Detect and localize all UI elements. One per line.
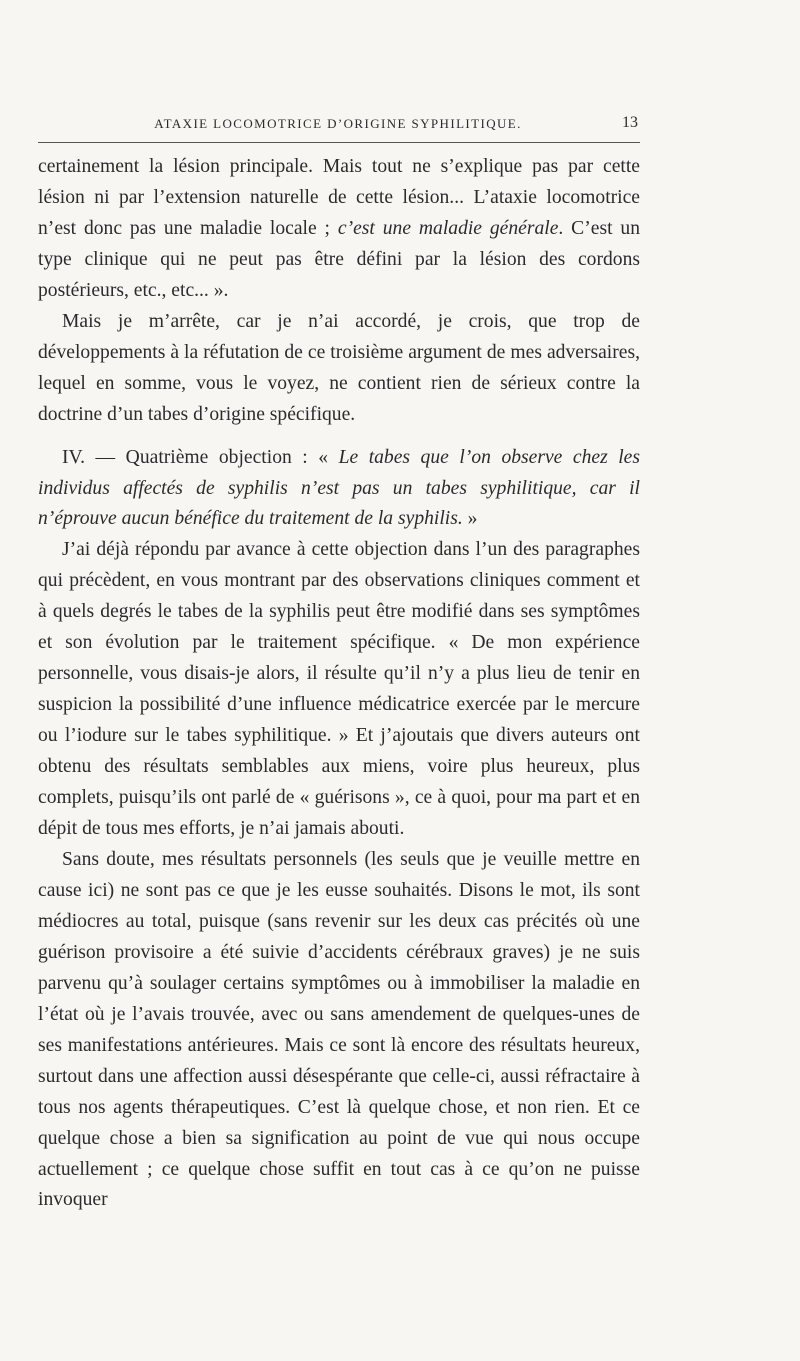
text-segment: J’ai déjà répondu par avance à cette objection dans l’un des paragraphes qui précèdent, en vous montrant par des observations cliniques comment et à quels degrés le tabes de la syphilis peut être modifié dans ses symptômes et son évolution par le traitement spécifique. « De mon expérience personnelle, vous disais-je alors, il résulte qu’il n’y a plus lieu de tenir en suspicion la possibilité d’une influence médicatrice exercée par le mercure ou l’iodure sur le tabes syphilitique. » Et j’ajoutais que divers auteurs ont obtenu des résultats semblables aux miens, voire plus heureux, plus complets, puisqu’ils ont parlé de « guérisons », ce à quoi, pour ma part et en dépit de tous mes efforts, je n’ai jamais abouti. bbox=[38, 539, 640, 840]
running-title: ATAXIE LOCOMOTRICE D’ORIGINE SYPHILITIQUE. bbox=[154, 116, 522, 131]
page-number: 13 bbox=[622, 114, 638, 131]
italic-segment: Le tabes que l’on observe chez les individus affectés de syphilis n’est pas un tabes syphilitique, car il n’éprouve aucun bénéfice du traitement de la syphilis. bbox=[38, 446, 640, 530]
paragraph bbox=[38, 307, 640, 431]
text-segment: . C’est un type clinique qui ne peut pas être défini par la lésion des cordons postérieurs, etc., etc... ». bbox=[38, 217, 640, 301]
text-segment: IV. — Quatrième objection : « bbox=[62, 446, 339, 468]
section-heading-paragraph bbox=[38, 443, 640, 536]
text-segment: » bbox=[462, 508, 478, 530]
italic-segment: c’est une maladie générale bbox=[337, 217, 559, 239]
paragraph bbox=[38, 535, 640, 845]
paragraph bbox=[38, 845, 640, 1216]
body-text bbox=[38, 152, 640, 1216]
running-header bbox=[38, 112, 638, 136]
text-segment: Sans doute, mes résultats personnels (les seuls que je veuille mettre en cause ici) ne sont pas ce que je les eusse souhaités. Disons le mot, ils sont médiocres au total, puisque (sans revenir sur les deux cas précités où une guérison provisoire a été suivie d’accidents cérébraux graves) je ne suis parvenu qu’à soulager certains symptômes ou à immobiliser la maladie en l’état où je l’avais trouvée, avec ou sans amendement de quelques-unes de ses manifestations antérieures. Mais ce sont là encore des résultats heureux, surtout dans une affection aussi désespérante que celle-ci, aussi réfractaire à tous nos agents thérapeutiques. C’est là quelque chose, et non rien. Et ce quelque chose a bien sa signification au point de vue qui nous occupe actuellement ; ce quelque chose suffit en tout cas à ce qu’on ne puisse invoquer bbox=[38, 848, 640, 1211]
text-segment: certainement la lésion principale. Mais tout ne s’explique pas par cette lésion ni par l’extension naturelle de cette lésion... L’ataxie locomotrice n’est donc pas une maladie locale ; bbox=[38, 156, 640, 239]
paragraph-continuation bbox=[38, 152, 640, 307]
header-rule bbox=[38, 142, 640, 143]
text-segment: Mais je m’arrête, car je n’ai accordé, je crois, que trop de développements à la réfutation de ce troisième argument de mes adversaires, lequel en somme, vous le voyez, ne contient rien de sérieux contre la doctrine d’un tabes d’origine spécifique. bbox=[38, 310, 640, 425]
